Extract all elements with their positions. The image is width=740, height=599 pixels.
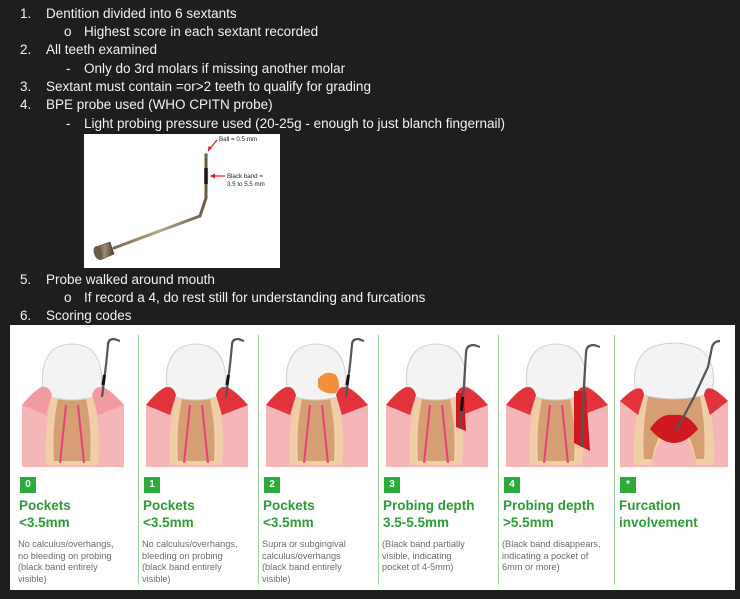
code-description	[18, 539, 136, 585]
desc-line: calculus/overhangs	[262, 550, 341, 561]
desc-line: (black band entirely	[18, 562, 98, 572]
desc-line: 6mm or more)	[502, 562, 560, 572]
band-label-2: 3.5 to 5.5 mm	[227, 181, 265, 188]
item-text: Sextant must contain =or>2 teeth to qualify for grading	[46, 79, 371, 94]
item-text: Dentition divided into 6 sextants	[46, 6, 237, 21]
ball-label: Ball = 0.5 mm	[219, 136, 257, 143]
item-number: 6.	[20, 308, 32, 323]
code-panel-furcation	[616, 335, 734, 583]
code-badge: 3	[384, 477, 400, 493]
tooth-illustration	[380, 335, 498, 475]
code-title-line2: <3.5mm	[263, 515, 314, 530]
code-title-line2: 3.5-5.5mm	[383, 515, 450, 530]
sub-item-text: If record a 4, do rest still for understanding and furcations	[84, 290, 426, 305]
code-title-line1: Probing depth	[383, 498, 475, 513]
code-title	[383, 497, 501, 531]
item-number: 5.	[20, 272, 32, 287]
code-badge: 1	[144, 477, 160, 493]
code-panel-3	[380, 335, 498, 583]
item-text: BPE probe used (WHO CPITN probe)	[46, 97, 273, 112]
code-panel-4	[500, 335, 618, 583]
tooth-illustration	[16, 335, 134, 475]
band-label-1: Black band =	[227, 173, 263, 180]
code-title	[263, 497, 381, 531]
desc-line: (Black band disappears,	[502, 539, 601, 549]
code-description	[142, 539, 260, 585]
sub-item-text: Highest score in each sextant recorded	[84, 24, 319, 39]
desc-line: no bleeding on probing	[18, 550, 112, 561]
scoring-codes-chart	[10, 325, 735, 590]
desc-line: bleeding on probing	[142, 550, 223, 561]
item-text: All teeth examined	[46, 42, 158, 57]
code-panel-1	[140, 335, 258, 583]
code-badge: 2	[264, 477, 280, 493]
item-number: 1.	[20, 6, 32, 21]
sub-bullet: -	[66, 61, 71, 76]
code-badge: 0	[20, 477, 36, 493]
desc-line: (black band entirely	[142, 562, 222, 572]
code-panel-2	[260, 335, 378, 583]
code-description	[502, 539, 620, 574]
sub-item-text: Light probing pressure used (20-25g - enough to just blanch fingernail)	[84, 116, 506, 131]
desc-line: indicating a pocket of	[502, 550, 589, 561]
tooth-illustration	[260, 335, 378, 475]
desc-line: No calculus/overhangs,	[18, 539, 114, 549]
desc-line: (Black band partially	[382, 539, 465, 549]
item-number: 4.	[20, 97, 32, 112]
item-number: 2.	[20, 42, 32, 57]
code-title	[619, 497, 735, 531]
code-title-line2: <3.5mm	[19, 515, 70, 530]
bpe-probe-figure	[84, 134, 280, 268]
code-title-line2: >5.5mm	[503, 515, 554, 530]
molar-illustration	[616, 335, 734, 475]
code-title-line2: <3.5mm	[143, 515, 194, 530]
code-title-line2: involvement	[619, 515, 698, 530]
code-title-line1: Probing depth	[503, 498, 595, 513]
desc-line: visible, indicating	[382, 550, 452, 561]
panel-divider	[138, 335, 139, 585]
sub-item-text: Only do 3rd molars if missing another molar	[84, 61, 346, 76]
desc-line: Supra or subgingival	[262, 539, 346, 549]
code-title-line1: Pockets	[263, 498, 315, 513]
probe-drawing	[84, 134, 280, 268]
desc-line: visible)	[18, 573, 47, 584]
sub-bullet: o	[64, 290, 72, 305]
desc-line: pocket of 4-5mm)	[382, 562, 454, 572]
sub-bullet: o	[64, 24, 72, 39]
item-text: Scoring codes	[46, 308, 132, 323]
item-number: 3.	[20, 79, 32, 94]
code-description	[382, 539, 500, 574]
code-panel-0	[16, 335, 134, 583]
tooth-illustration	[140, 335, 258, 475]
code-title-line1: Furcation	[619, 498, 681, 513]
code-title	[19, 497, 137, 531]
desc-line: No calculus/overhangs,	[142, 539, 238, 549]
code-badge: 4	[504, 477, 520, 493]
code-title	[503, 497, 621, 531]
code-title-line1: Pockets	[19, 498, 71, 513]
desc-line: visible)	[262, 573, 291, 584]
code-description	[262, 539, 380, 585]
item-text: Probe walked around mouth	[46, 272, 215, 287]
desc-line: (black band entirely	[262, 562, 342, 572]
code-title-line1: Pockets	[143, 498, 195, 513]
code-badge: *	[620, 477, 636, 493]
desc-line: visible)	[142, 573, 171, 584]
code-title	[143, 497, 261, 531]
sub-bullet: -	[66, 116, 71, 131]
tooth-illustration	[500, 335, 618, 475]
